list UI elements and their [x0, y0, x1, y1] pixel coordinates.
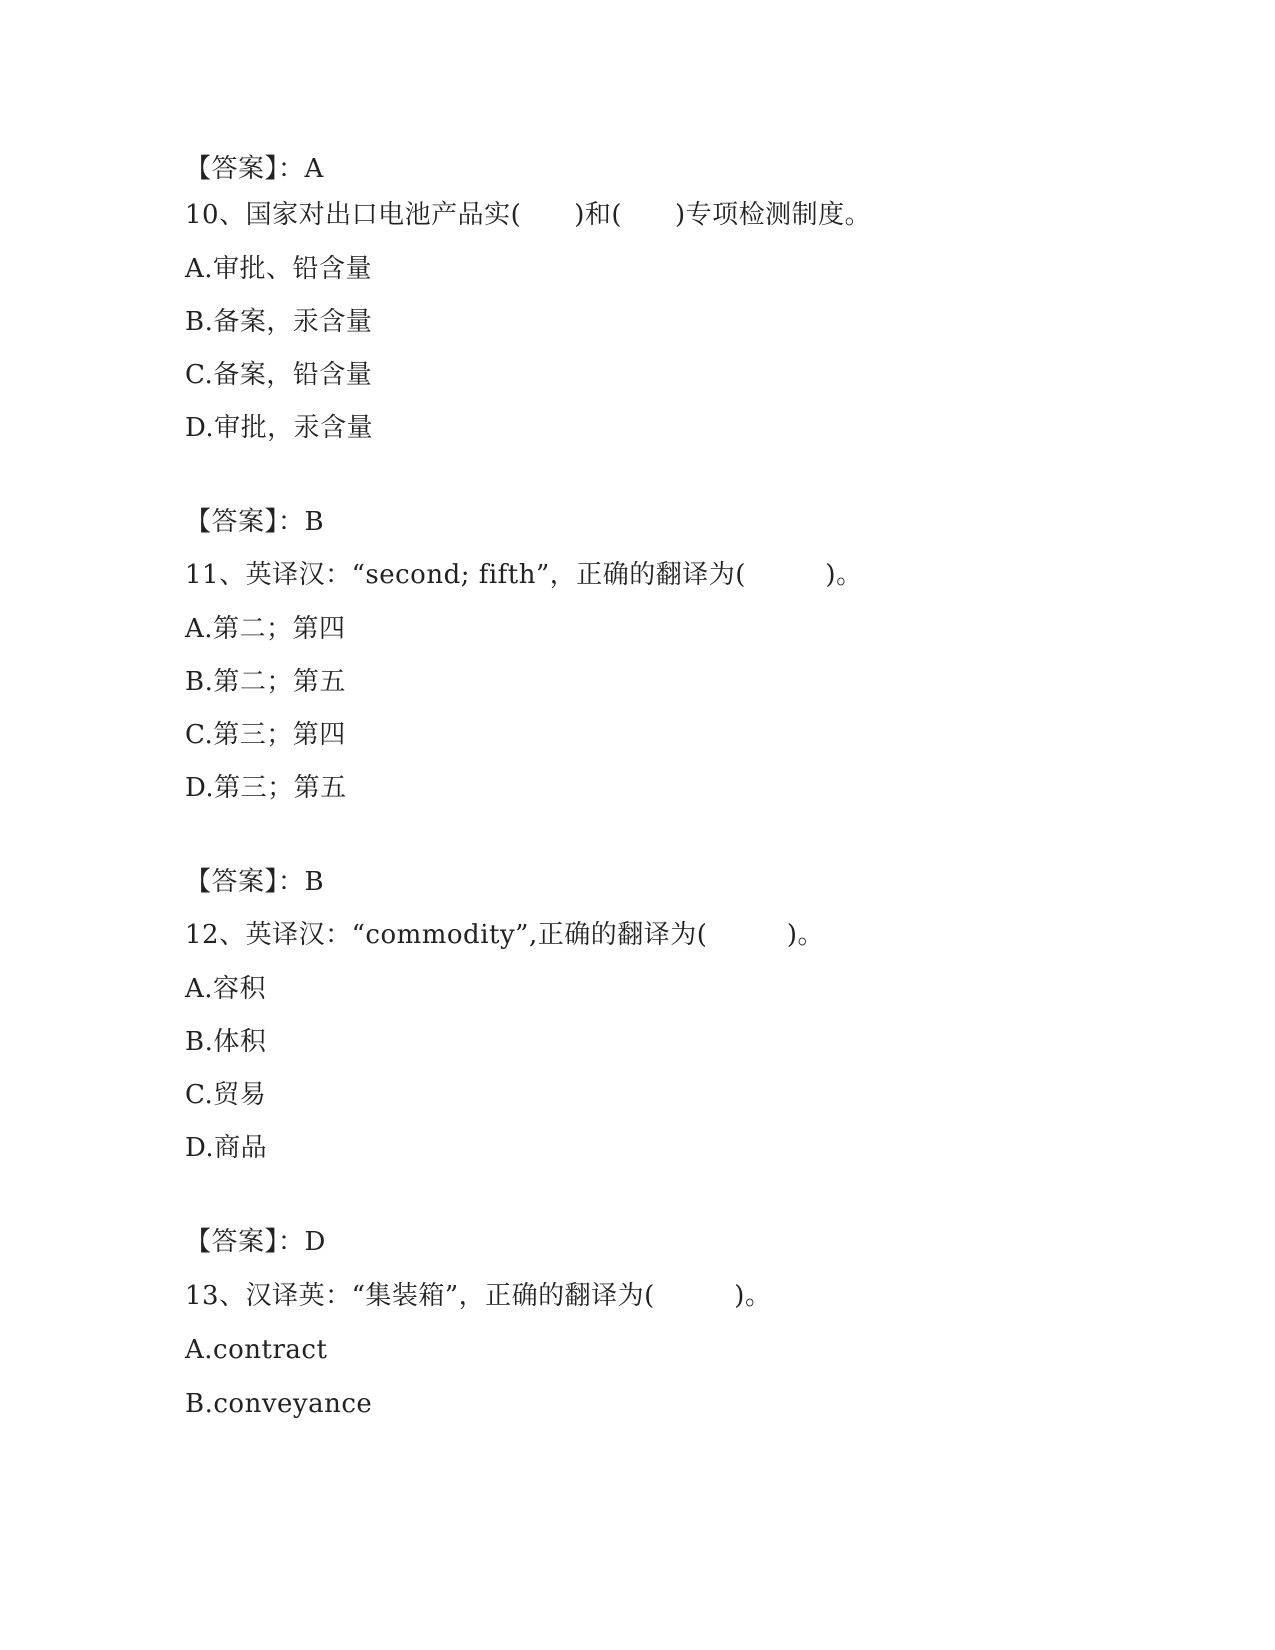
question-text: 10、国家对出口电池产品实( )和( )专项检测制度。 [185, 200, 872, 230]
option-a: A.contract [185, 1335, 328, 1365]
option-c: C.备案，铅含量 [185, 360, 373, 390]
option-a: A.第二；第四 [185, 614, 346, 644]
answer-label: 【答案】：A [185, 154, 324, 184]
option-d: D.审批，汞含量 [185, 413, 374, 443]
answer-label: 【答案】：D [185, 1227, 326, 1257]
option-d: D.商品 [185, 1133, 268, 1163]
option-b: B.备案，汞含量 [185, 307, 373, 337]
answer-label: 【答案】：B [185, 867, 325, 897]
question-text: 12、英译汉：“commodity”,正确的翻译为( )。 [185, 920, 824, 950]
question-text: 13、汉译英：“集装箱”，正确的翻译为( )。 [185, 1281, 772, 1311]
option-d: D.第三；第五 [185, 773, 347, 803]
option-b: B.第二；第五 [185, 667, 346, 697]
option-a: A.容积 [185, 974, 267, 1004]
option-b: B.体积 [185, 1027, 267, 1057]
option-a: A.审批、铅含量 [185, 254, 373, 284]
option-c: C.贸易 [185, 1080, 267, 1110]
answer-label: 【答案】：B [185, 507, 325, 537]
option-b: B.conveyance [185, 1389, 373, 1419]
option-c: C.第三；第四 [185, 720, 346, 750]
question-text: 11、英译汉：“second; fifth”，正确的翻译为( )。 [185, 560, 863, 590]
